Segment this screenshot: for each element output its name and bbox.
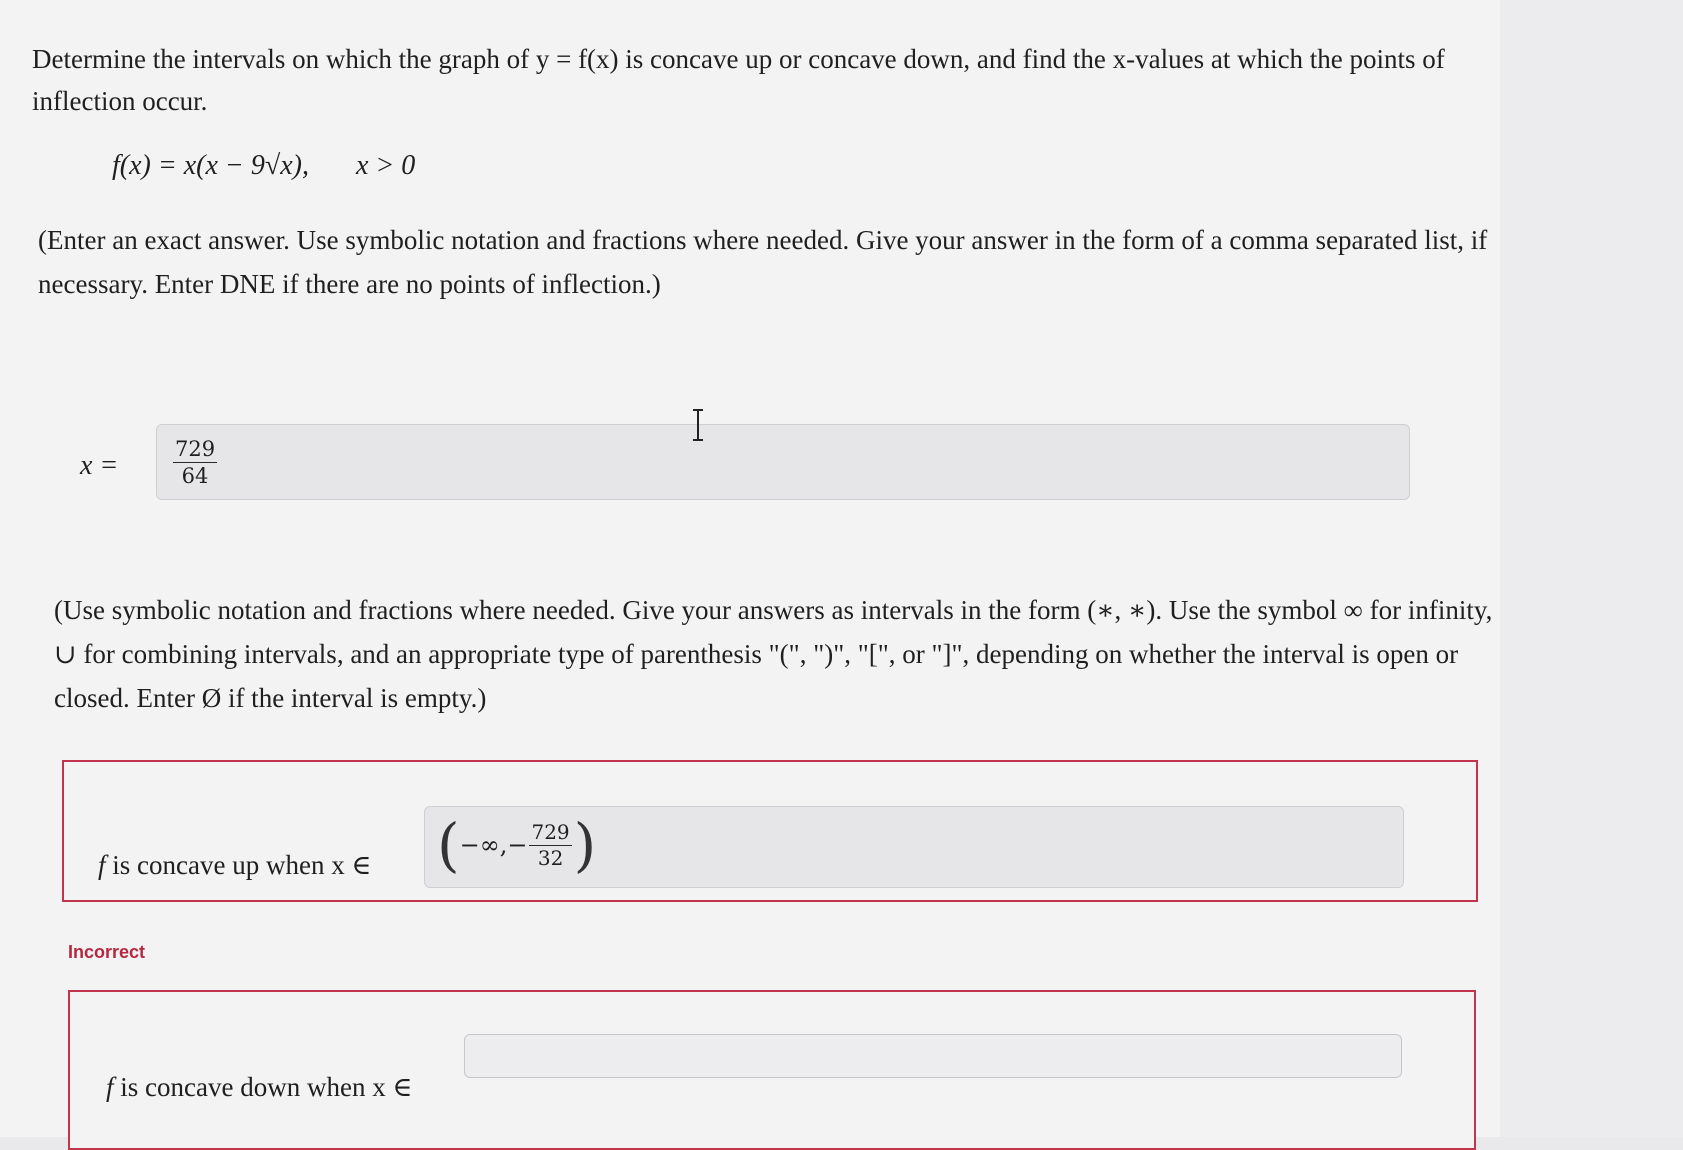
inflection-answer-input[interactable]	[156, 424, 1410, 500]
concave-down-input[interactable]	[464, 1034, 1402, 1078]
fraction-numerator: 729	[175, 437, 216, 461]
concave-up-interval	[437, 811, 597, 879]
close-parenthesis: )	[573, 811, 597, 879]
concave-up-input[interactable]	[424, 806, 1404, 888]
interval-instructions: (Use symbolic notation and fractions where needed. Give your answers as intervals in the form (∗, ∗). Use the symbol ∞ for infinity, ∪ for combining intervals, and an appropriate type of parenthesis "(", ")", "[", or "]", depending on whether the interval is open or closed. Enter Ø if the interval is empty.)	[54, 595, 1493, 713]
question-prompt: Determine the intervals on which the graph of y = f(x) is concave up or concave down, and find the x-values at which the points of inflection occur.	[32, 44, 1445, 116]
domain-condition: x > 0	[355, 150, 416, 181]
fraction-numerator: 729	[531, 819, 570, 844]
concave-down-label-text: is concave down when x ∈	[113, 1072, 413, 1102]
interval-upper-fraction	[529, 820, 571, 871]
fraction-denominator: 32	[537, 845, 564, 870]
function-expression: f(x) = x(x − 9√x),	[112, 150, 309, 181]
open-parenthesis: (	[437, 811, 460, 879]
function-definition	[112, 150, 415, 182]
concave-up-label	[98, 850, 371, 881]
incorrect-feedback: Incorrect	[68, 942, 146, 962]
inflection-answer-fraction	[173, 436, 217, 489]
concave-up-label-text: is concave up when x ∈	[105, 850, 372, 880]
function-symbol: f	[98, 850, 106, 880]
inflection-instructions: (Enter an exact answer. Use symbolic notation and fractions where needed. Give your answer in the form of a comma separated list, if necessary. Enter DNE if there are no points of inflection.)	[38, 225, 1488, 299]
fraction-denominator: 64	[181, 464, 209, 488]
function-symbol: f	[106, 1072, 114, 1102]
concave-down-label	[106, 1072, 412, 1103]
inflection-label: x =	[80, 450, 119, 481]
text-cursor-icon	[690, 408, 706, 442]
interval-lower-bound: −∞,−	[459, 831, 528, 859]
page-margin	[1500, 0, 1683, 1137]
